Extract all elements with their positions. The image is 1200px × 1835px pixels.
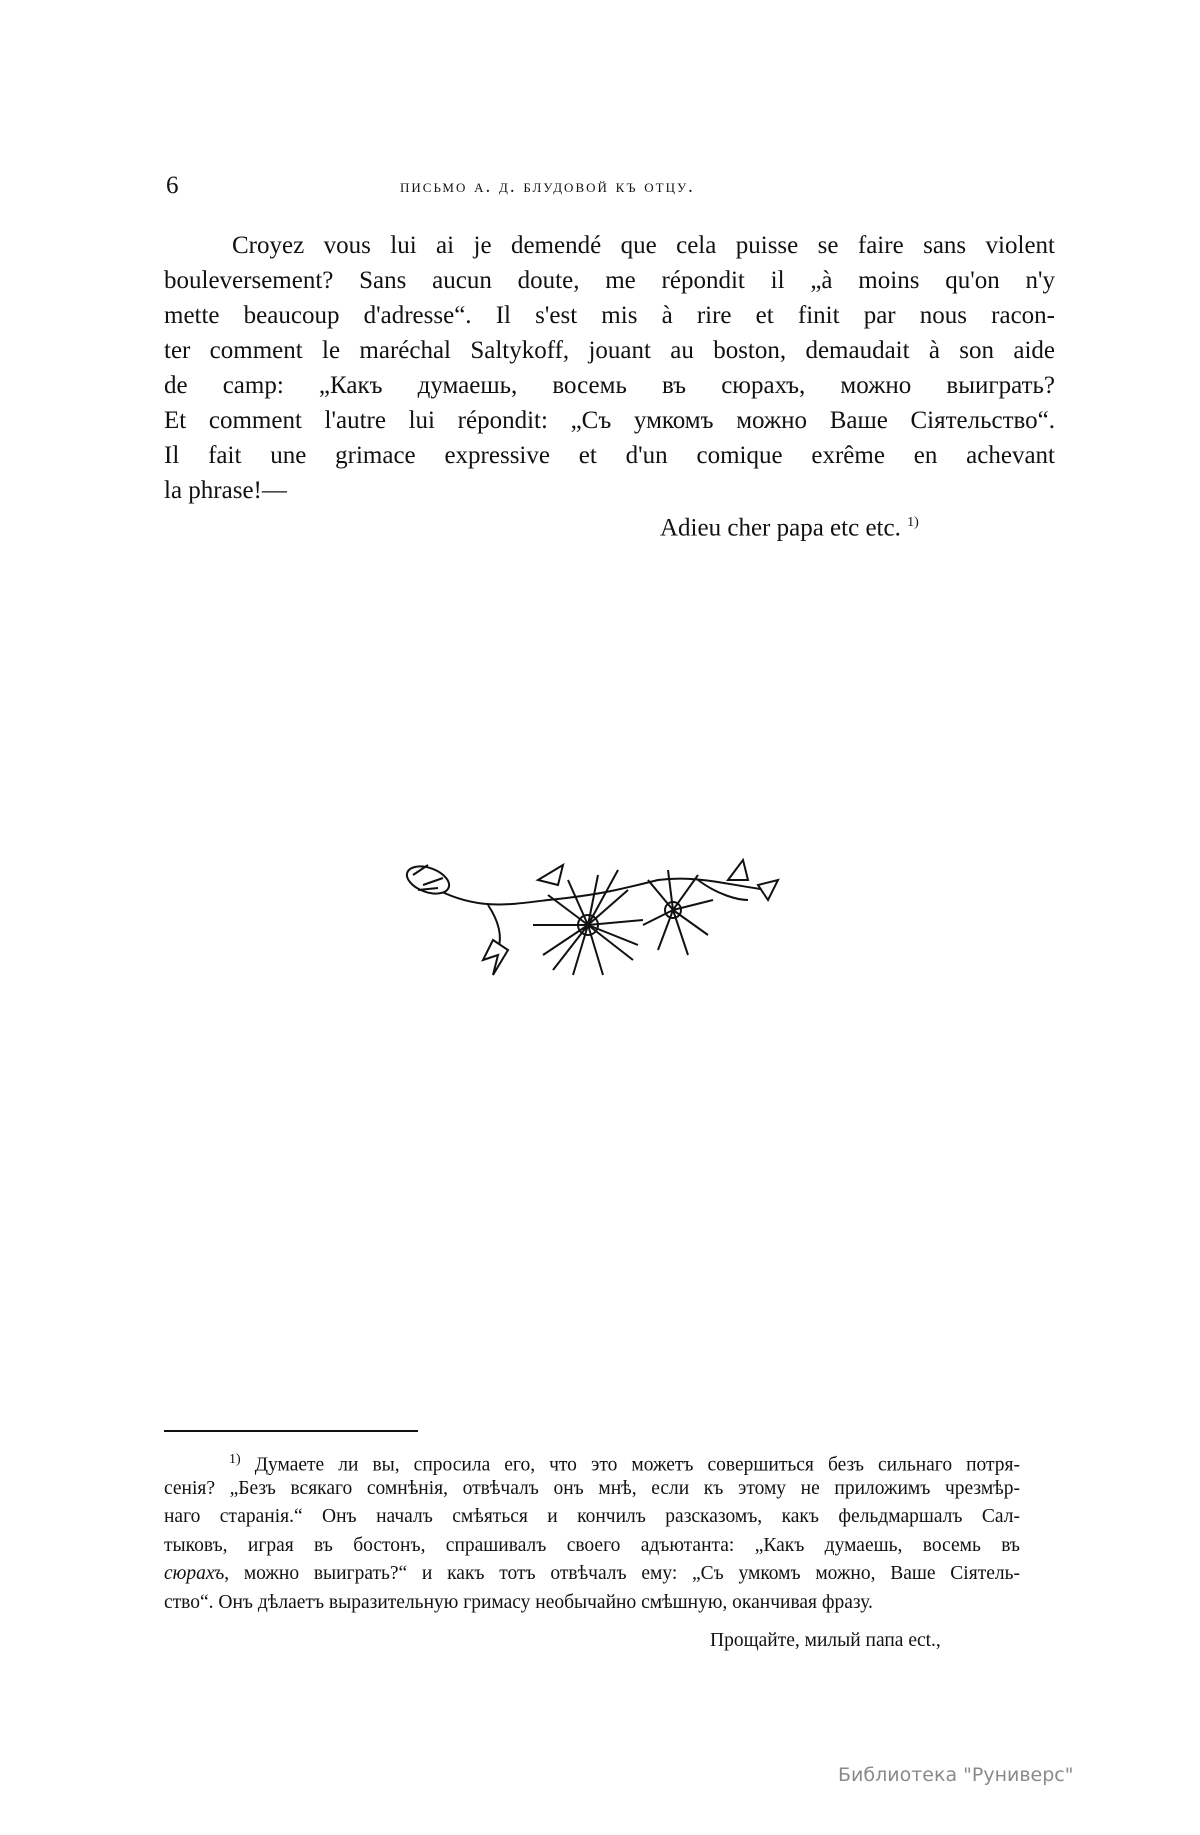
text-line: de camp: „Какъ думаешь, восемь въ сюрахъ, можно выиграть? xyxy=(164,372,1055,399)
footnote-marker: 1) xyxy=(229,1452,241,1467)
text-line: Croyez vous lui ai je demendé que cela puisse se faire sans violent xyxy=(232,232,1055,259)
letter-closing xyxy=(660,505,919,545)
library-watermark: Библиотека "Руниверс" xyxy=(838,1764,1074,1786)
text-line: Il fait une grimace expressive et d'un comique exrême en achevant xyxy=(164,442,1055,469)
footnote-separator xyxy=(164,1430,418,1432)
footnote-closing: Прощайте, милый папа ect., xyxy=(710,1630,941,1651)
closing-text: Adieu cher papa etc etc. xyxy=(660,514,901,542)
footnote-line: сенія? „Безъ всякаго сомнѣнія, отвѣчалъ онъ мнѣ, если къ этому не приложимъ чрезмѣр- xyxy=(164,1477,1020,1499)
text-line: ter comment le maréchal Saltykoff, jouant au boston, demaudait à son aide xyxy=(164,337,1055,364)
text-line: bouleversement? Sans aucun doute, me répondit il „à moins qu'on n'y xyxy=(164,267,1055,294)
page-number: 6 xyxy=(166,172,179,199)
footnote-line xyxy=(164,1560,1020,1589)
footnote-text: , можно выиграть?“ и какъ тотъ отвѣчалъ ему: „Съ умкомъ можно, Ваше Сіятель- xyxy=(224,1563,1020,1584)
running-head: письмо а. д. блудовой къ отцу. xyxy=(400,176,695,197)
floral-ornament xyxy=(398,850,823,1010)
footnote-ref: 1) xyxy=(907,515,919,530)
footnote xyxy=(164,1446,1020,1617)
footnote-line: тыковъ, играя въ бостонъ, спрашивалъ своего адъютанта: „Какъ думаешь, восемь въ xyxy=(164,1534,1020,1556)
main-paragraph xyxy=(164,228,1055,508)
footnote-text: Думаете ли вы, спросила его, что это можетъ совершиться безъ сильнаго потря- xyxy=(254,1454,1021,1476)
text-line: mette beaucoup d'adresse“. Il s'est mis à rire et finit par nous racon- xyxy=(164,302,1055,329)
footnote-line: наго старанія.“ Онъ началъ смѣяться и кончилъ разсказомъ, какъ фельдмаршалъ Сал- xyxy=(164,1506,1020,1527)
footnote-line xyxy=(164,1446,1020,1475)
italic-word: сюрахъ xyxy=(164,1563,225,1584)
flower-center xyxy=(533,870,643,975)
text-line: Et comment l'autre lui répondit: „Съ умкомъ можно Ваше Сіятельство“. xyxy=(164,407,1055,434)
footnote-line: ство“. Онъ дѣлаетъ выразительную гримасу необычайно смѣшную, оканчивая фразу. xyxy=(164,1591,873,1613)
text-line: la phrase!— xyxy=(164,477,287,504)
